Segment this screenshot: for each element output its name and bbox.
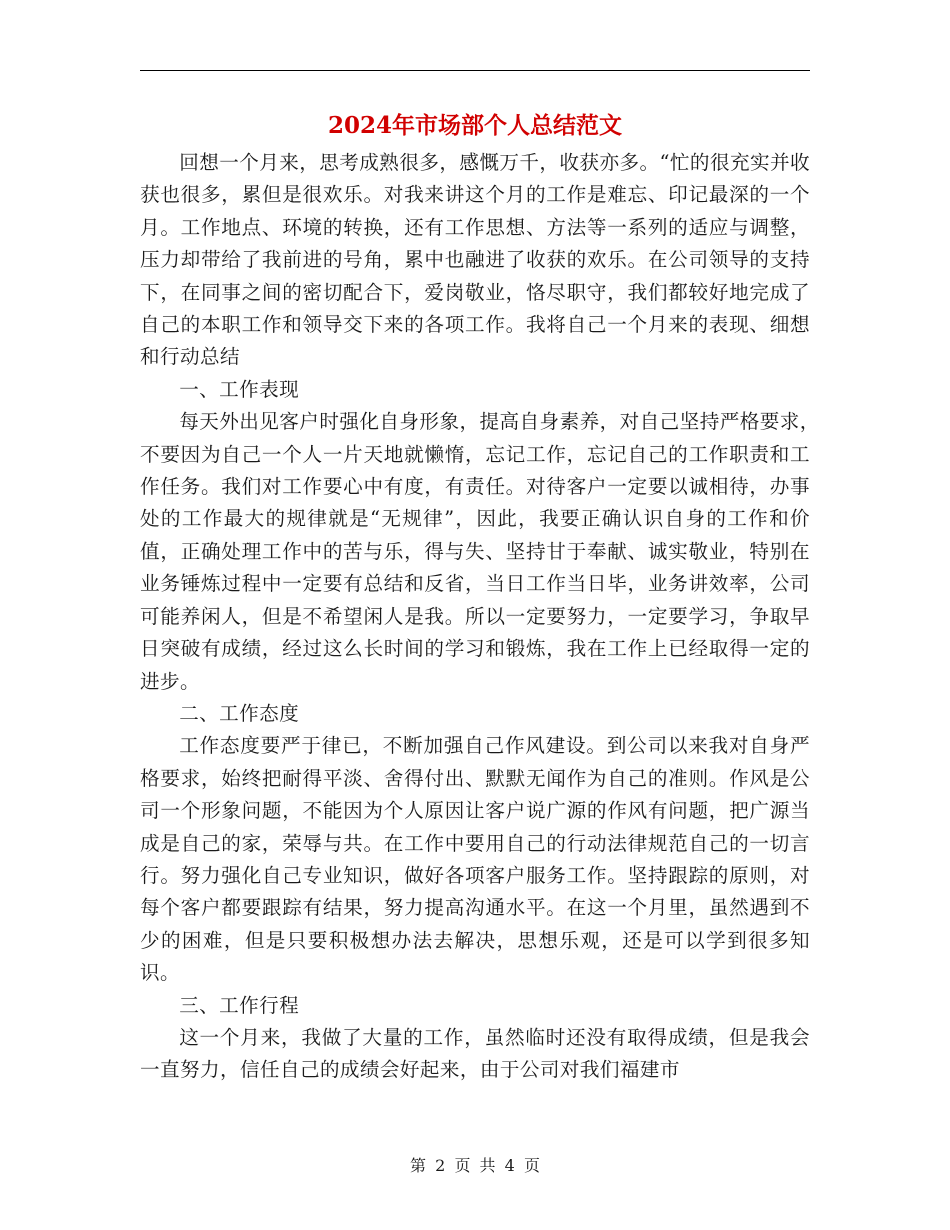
footer-total-prefix: 共 bbox=[479, 1156, 496, 1175]
section-heading-work-performance: 一、工作表现 bbox=[179, 377, 300, 401]
footer-page-mid: 页 bbox=[454, 1156, 471, 1175]
page-footer bbox=[140, 1154, 810, 1178]
paragraph-work-itinerary: 这一个月来，我做了大量的工作，虽然临时还没有取得成绩，但是我会一直努力，信任自己的成绩会好起来，由于公司对我们福建市 bbox=[140, 1025, 810, 1082]
footer-page-number: 2 bbox=[435, 1156, 446, 1175]
footer-total-suffix: 页 bbox=[523, 1156, 540, 1175]
section-heading-work-itinerary: 三、工作行程 bbox=[179, 993, 300, 1017]
paragraph-work-performance: 每天外出见客户时强化自身形象，提高自身素养，对自己坚持严格要求， 不要因为自己一个人一片天地就懒惰，忘记工作，忘记自己的工作职责和工作任务。我们对工作要心中有度，有责任。对待客户一定要以诚相待，办事处的工作最大的规律就是“无规律”，因此，我要正确认识自身的工作和价值，正确处理工作中的苦与乐，得与失、坚持甘于奉献、诚实敬业，特别在业务锤炼过程中一定要有总结和反省，当日工作当日毕，业务讲效率，公司可能养闲人，但是不希望闲人是我。所以一定要努力，一定要学习，争取早日突破有成绩，经过这么长时间的学习和锻炼，我在工作上已经取得一定的进步。 bbox=[140, 410, 830, 693]
footer-total-pages: 4 bbox=[504, 1156, 515, 1175]
footer-page-prefix: 第 bbox=[410, 1156, 427, 1175]
document-title: 2024年市场部个人总结范文 bbox=[327, 112, 622, 139]
paragraph-intro: 回想一个月来，思考成熟很多，感慨万千，收获亦多。“忙的很充实并收获也很多，累但是很欢乐。对我来讲这个月的工作是难忘、印记最深的一个月。工作地点、环境的转换，还有工作思想、方法等一系列的适应与调整，压力却带给了我前进的号角，累中也融进了收获的欢乐。在公司领导的支持下，在同事之间的密切配合下，爱岗敬业，恪尽职守，我们都较好地完成了自己的本职工作和领导交下来的各项工作。我将自己一个月来的表现、细想和行动总结 bbox=[140, 151, 810, 369]
document-body bbox=[140, 147, 830, 1087]
section-heading-work-attitude: 二、工作态度 bbox=[179, 701, 300, 725]
header-rule bbox=[140, 70, 810, 71]
paragraph-work-attitude: 工作态度要严于律已，不断加强自己作风建设。到公司以来我对自身严格要求，始终把耐得平淡、舍得付出、默默无闻作为自己的准则。作风是公司一个形象问题，不能因为个人原因让客户说广源的作风有问题，把广源当成是自己的家，荣辱与共。在工作中要用自己的行动法律规范自己的一切言行。努力强化自己专业知识，做好各项客户服务工作。坚持跟踪的原则，对每个客户都要跟踪有结果，努力提高沟通水平。在这一个月里，虽然遇到不少的困难，但是只要积极想办法去解决，思想乐观，还是可以学到很多知识。 bbox=[140, 734, 810, 985]
